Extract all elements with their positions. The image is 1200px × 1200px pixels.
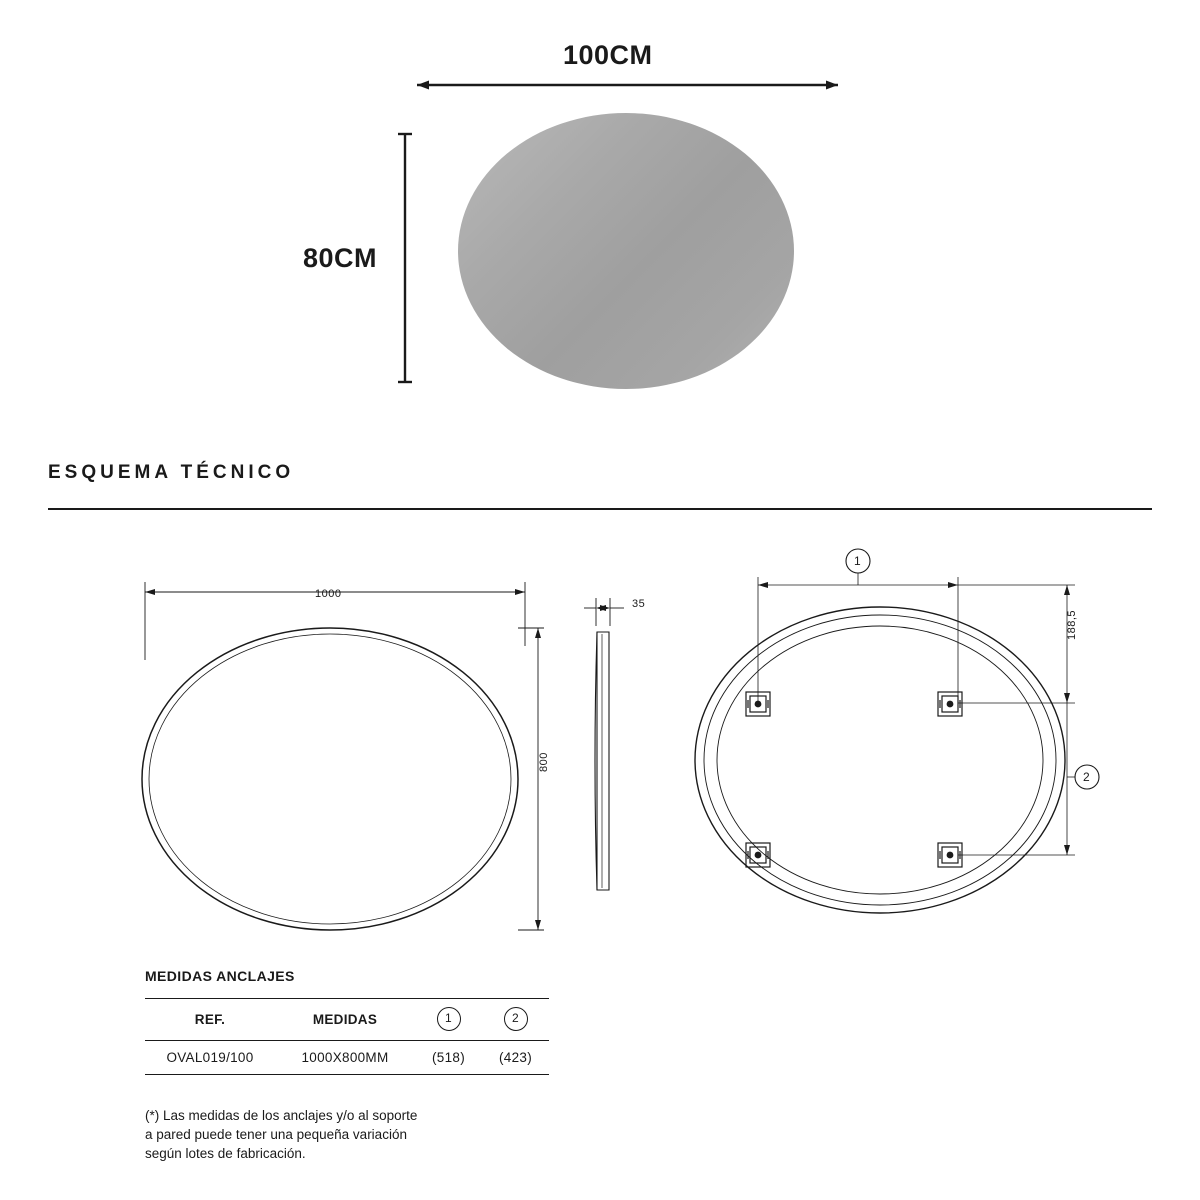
top-height-label: 80CM (303, 243, 378, 273)
circle-number-2: 2 (504, 1007, 528, 1031)
oval-mirror-render (458, 113, 794, 389)
cell-anchor-2: (423) (482, 1041, 549, 1075)
top-height-dimension-arrow (398, 132, 412, 384)
circle-number-1: 1 (437, 1007, 461, 1031)
heading-divider (48, 508, 1152, 510)
page-title: ESQUEMA TÉCNICO (48, 462, 295, 483)
top-width-label: 100CM (563, 40, 653, 70)
back-view-vertical-dim: 188,5 (1066, 609, 1078, 640)
cell-anchor-1: (518) (415, 1041, 482, 1075)
anchors-table-title: MEDIDAS ANCLAJES (145, 968, 295, 984)
anchors-table-block (145, 968, 565, 1075)
back-view-drawing (690, 545, 1110, 945)
back-view-callout-2: 2 (1083, 770, 1091, 784)
table-row (145, 1041, 549, 1075)
header-medidas: MEDIDAS (275, 999, 415, 1041)
cell-medidas: 1000X800MM (275, 1041, 415, 1075)
header-ref: REF. (145, 999, 275, 1041)
front-view-width-dim: 1000 (315, 588, 342, 600)
back-view-callout-1: 1 (854, 554, 862, 568)
technical-drawings (0, 520, 1200, 950)
side-view-drawing (580, 590, 650, 950)
cell-ref: OVAL019/100 (145, 1041, 275, 1075)
front-view-height-dim: 800 (538, 752, 550, 772)
product-illustration (0, 0, 1200, 440)
table-header-row (145, 999, 549, 1041)
footnote-line-3: según lotes de fabricación. (145, 1146, 306, 1161)
top-width-dimension-arrow (415, 78, 840, 92)
footnote-line-2: a pared puede tener una pequeña variación (145, 1127, 407, 1142)
anchors-table (145, 998, 549, 1075)
header-anchor-1 (415, 999, 482, 1041)
header-anchor-2 (482, 999, 549, 1041)
footnote-line-1: (*) Las medidas de los anclajes y/o al soporte (145, 1108, 418, 1123)
footnote (145, 1106, 565, 1163)
front-view-drawing (130, 550, 590, 970)
side-view-thickness-dim: 35 (632, 598, 646, 610)
